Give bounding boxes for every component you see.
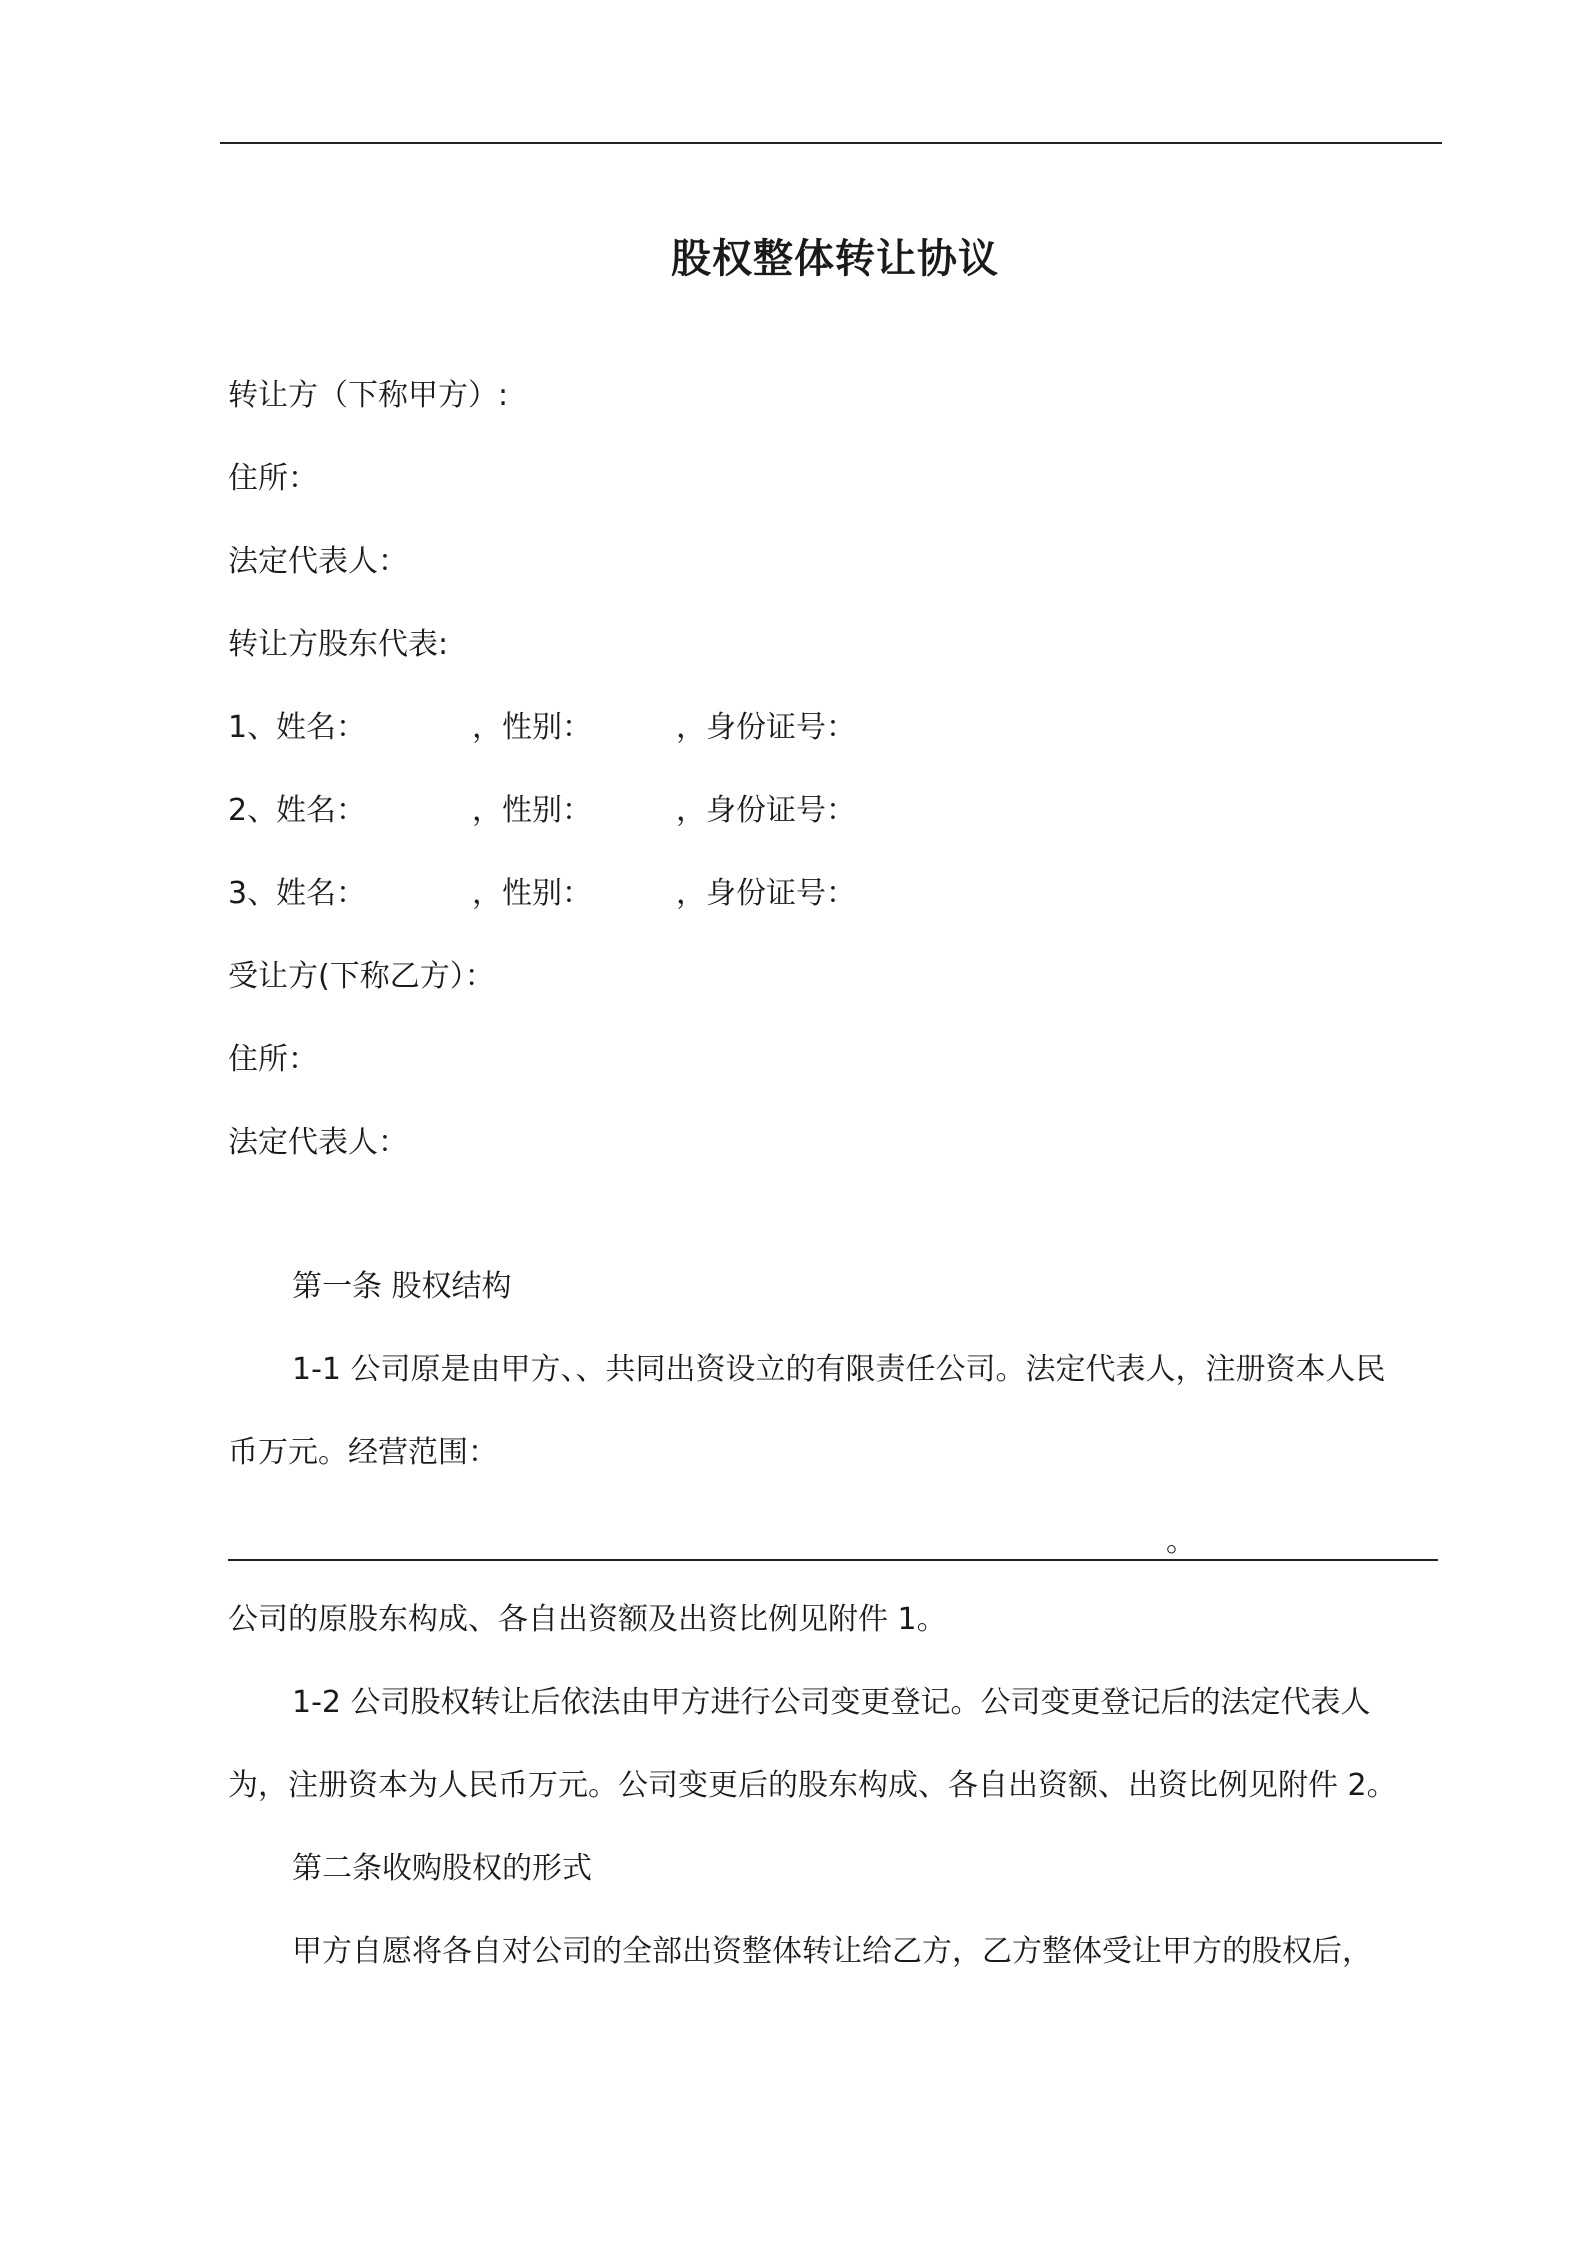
transferee-heading: 受让方(下称乙方）： bbox=[228, 959, 495, 994]
document-title: 股权整体转让协议 bbox=[671, 236, 999, 282]
shareholder-id-label: ，身份证号： bbox=[676, 793, 856, 828]
transferee-address-label: 住所： bbox=[228, 1042, 318, 1077]
article1-p3-line2: 为，注册资本为人民币万元。公司变更后的股东构成、各自出资额、出资比例见附件 2。 bbox=[228, 1768, 1397, 1803]
article1-p1-line1: 1-1 公司原是由甲方、、共同出资设立的有限责任公司。法定代表人，注册资本人民 bbox=[292, 1352, 1386, 1387]
article1-p3-line1: 1-2 公司股权转让后依法由甲方进行公司变更登记。公司变更登记后的法定代表人 bbox=[292, 1685, 1371, 1720]
shareholder-id-label: ，身份证号： bbox=[676, 710, 856, 745]
transferee-legal-rep-label: 法定代表人： bbox=[228, 1125, 408, 1160]
shareholder-gender-label: ，性别： bbox=[472, 710, 592, 745]
article2-heading: 第二条收购股权的形式 bbox=[292, 1851, 592, 1886]
article1-heading: 第一条 股权结构 bbox=[292, 1269, 512, 1304]
shareholder-name-label: 姓名： bbox=[276, 876, 366, 911]
shareholder-id-label: ，身份证号： bbox=[676, 876, 856, 911]
transferor-heading: 转让方（下称甲方）: bbox=[228, 378, 509, 413]
shareholder-row-number: 1、 bbox=[228, 710, 278, 745]
shareholder-gender-label: ，性别： bbox=[472, 793, 592, 828]
shareholder-name-label: 姓名： bbox=[276, 793, 366, 828]
blank-period: 。 bbox=[1166, 1524, 1196, 1559]
article1-p1-line2: 币万元。经营范围： bbox=[228, 1435, 498, 1470]
transferor-legal-rep-label: 法定代表人： bbox=[228, 544, 408, 579]
shareholder-gender-label: ，性别： bbox=[472, 876, 592, 911]
fill-in-line bbox=[228, 1559, 1438, 1561]
header-rule bbox=[220, 142, 1442, 144]
article1-p2: 公司的原股东构成、各自出资额及出资比例见附件 1。 bbox=[228, 1602, 947, 1637]
shareholder-name-label: 姓名： bbox=[276, 710, 366, 745]
shareholder-row-number: 3、 bbox=[228, 876, 278, 911]
article2-p1-line1: 甲方自愿将各自对公司的全部出资整体转让给乙方，乙方整体受让甲方的股权后， bbox=[292, 1934, 1372, 1969]
shareholder-row-number: 2、 bbox=[228, 793, 278, 828]
shareholder-rep-label: 转让方股东代表: bbox=[228, 627, 449, 662]
transferor-address-label: 住所： bbox=[228, 461, 318, 496]
